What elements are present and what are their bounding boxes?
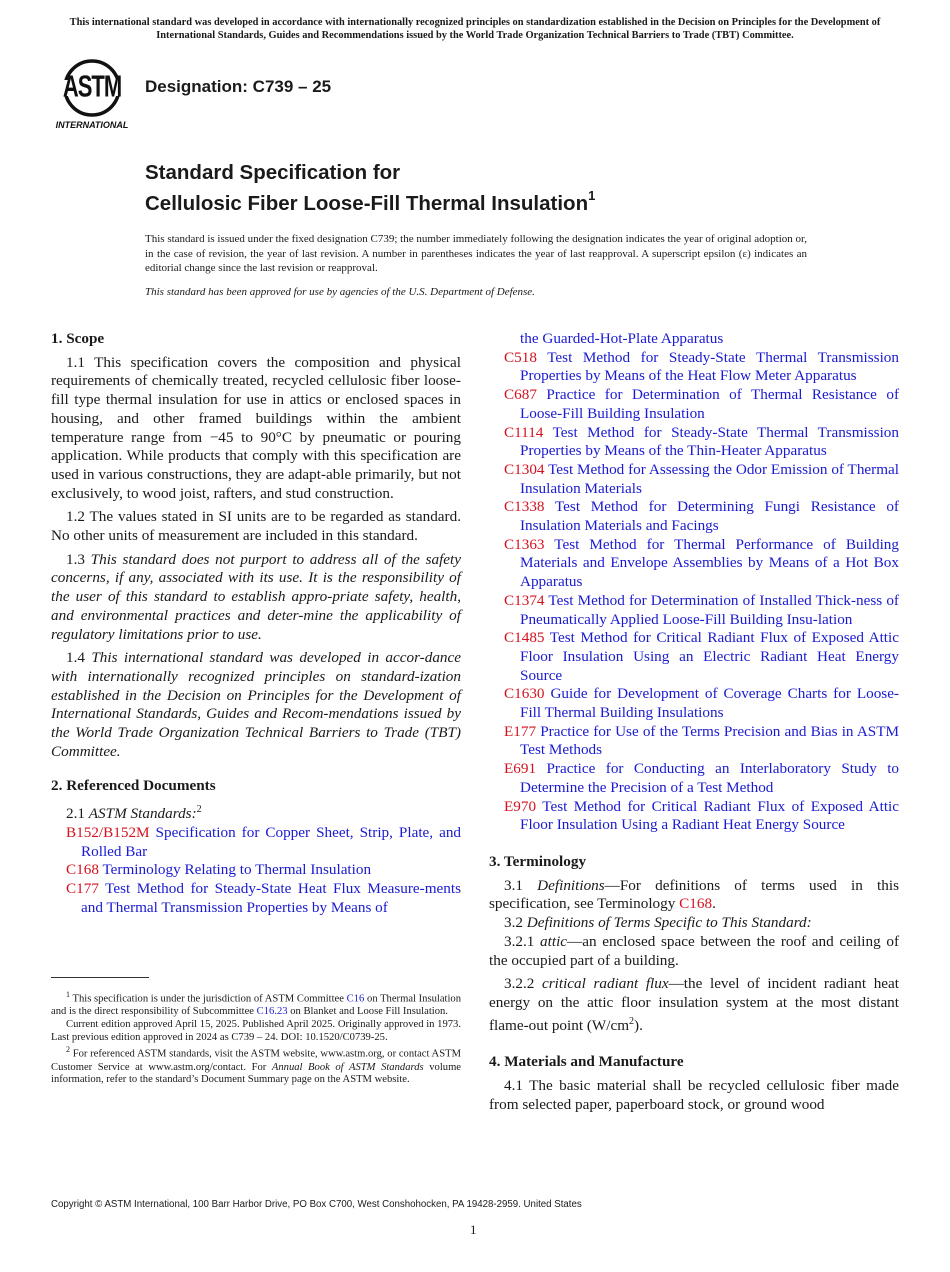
reference-code[interactable]: C1630 bbox=[504, 685, 545, 703]
scope-p3: 1.3 This standard does not purport to address all of the safety concerns, if any, associated with its use. It is the responsibility of the user of this standard to establish appro-priate safety, health, and environmental practices and deter-mine the applicability of regulatory limitations prior to use. bbox=[51, 550, 462, 643]
left-reference-list bbox=[51, 824, 461, 918]
reference-title[interactable]: Test Method for Steady-State Heat Flux Measure-ments and Thermal Transmission Properties by Means of bbox=[81, 880, 461, 916]
astm-standards-label: 2.1 ASTM Standards:$^2$ bbox=[66, 804, 202, 823]
title-line-2 bbox=[145, 185, 595, 216]
reference-code[interactable]: E177 bbox=[504, 722, 537, 740]
reference-item-c168[interactable] bbox=[51, 861, 461, 880]
reference-title[interactable]: Test Method for Determining Fungi Resistance of Insulation Materials and Facings bbox=[520, 498, 899, 535]
logo-subtext: INTERNATIONAL bbox=[55, 120, 129, 130]
materials-heading: 4. Materials and Manufacture bbox=[489, 1053, 684, 1071]
copyright: Copyright © ASTM International, 100 Barr Harbor Drive, PO Box C700, West Conshohocken, PA 19428-2959. United States bbox=[51, 1199, 582, 1210]
reference-code[interactable]: C1374 bbox=[504, 591, 545, 609]
astm-logo bbox=[52, 56, 136, 132]
reference-item-c1304[interactable] bbox=[489, 461, 899, 498]
reference-code[interactable]: C518 bbox=[504, 348, 537, 366]
reference-code[interactable]: C1363 bbox=[504, 535, 545, 553]
scope-p2: 1.2 The values stated in SI units are to be regarded as standard. No other units of measurement are included in this standard. bbox=[51, 508, 461, 545]
reference-code[interactable]: C168 bbox=[66, 861, 99, 879]
header-note: This international standard was developed in accordance with internationally recognized principles on standardization established in the Decision on Principles for the Development of International Standards, Guides and Recommendations issued by the World Trade Organization Technical Barriers to Trade (TBT) Committee. bbox=[69, 17, 881, 41]
footnote-1: $^1$ This specification is under the jurisdiction of ASTM Committee C16 on Thermal Insulation and is the direct responsibility of Subcommittee C16.23 on Blanket and Loose Fill Insulation. bbox=[51, 990, 462, 1018]
scope-heading: 1. Scope bbox=[51, 330, 105, 347]
designation: Designation: C739 – 25 bbox=[145, 77, 332, 96]
reference-code[interactable]: E970 bbox=[504, 797, 537, 815]
reference-item-e691[interactable] bbox=[489, 760, 899, 797]
title-main: Cellulosic Fiber Loose-Fill Thermal Insulation bbox=[145, 191, 589, 215]
reference-item-c177[interactable] bbox=[51, 880, 461, 917]
right-column bbox=[489, 330, 899, 1114]
reference-title[interactable]: Practice for Determination of Thermal Resistance of Loose-Fill Building Insulation bbox=[520, 386, 900, 422]
left-column bbox=[51, 330, 461, 917]
term-3-2-2: 3.2.2 critical radiant flux—the level of incident radiant heat energy on the attic floor insulation system at the most distant flame-out point $(W/cm^2)$. bbox=[489, 975, 899, 1034]
reference-title[interactable]: Test Method for Assessing the Odor Emission of Thermal Insulation Materials bbox=[520, 460, 899, 497]
reference-title[interactable]: Test Method for Thermal Performance of Building Materials and Envelope Assemblies by Means of a Hot Box Apparatus bbox=[520, 535, 899, 591]
reference-title[interactable]: Practice for Conducting an Interlaboratory Study to Determine the Precision of a Test Method bbox=[520, 760, 900, 796]
link-c16-23[interactable]: C16.23 bbox=[256, 1006, 288, 1018]
reference-item-c1374[interactable] bbox=[489, 592, 899, 629]
logo-text: ASTM bbox=[62, 68, 122, 104]
reference-code[interactable]: C177 bbox=[66, 880, 99, 898]
reference-title[interactable]: Specification for Copper Sheet, Strip, Plate, and Rolled Bar bbox=[81, 823, 462, 860]
link-c168[interactable]: C168 bbox=[679, 895, 713, 913]
reference-item-e970[interactable] bbox=[489, 798, 899, 835]
reference-item-c1114[interactable] bbox=[489, 424, 899, 461]
reference-continuation[interactable]: the Guarded-Hot-Plate Apparatus bbox=[520, 330, 724, 347]
reference-title[interactable]: Test Method for Critical Radiant Flux of Exposed Attic Floor Insulation Using an Electric Radiant Heat Energy Source bbox=[520, 629, 899, 684]
reference-item-e177[interactable] bbox=[489, 723, 899, 760]
reference-item-c1630[interactable] bbox=[489, 685, 899, 722]
materials-p41: 4.1 The basic material shall be recycled cellulosic fiber made from selected paper, paperboard stock, or ground wood bbox=[489, 1077, 899, 1113]
dod-statement: This standard has been approved for use by agencies of the U.S. Department of Defense. bbox=[145, 286, 535, 298]
reference-title[interactable]: Test Method for Steady-State Thermal Transmission Properties by Means of the Thin-Heater Apparatus bbox=[520, 423, 899, 460]
reference-title[interactable]: Test Method for Determination of Installed Thick-ness of Pneumatically Applied Loose-Fill Building Insu-lation bbox=[520, 591, 899, 628]
title-line-1: Standard Specification for bbox=[145, 161, 401, 184]
reference-code[interactable]: C1338 bbox=[504, 498, 545, 516]
reference-title[interactable]: Terminology Relating to Thermal Insulation bbox=[102, 861, 372, 879]
reference-item-c1485[interactable] bbox=[489, 629, 899, 685]
footnote-divider bbox=[51, 977, 149, 978]
reference-code[interactable]: C1304 bbox=[504, 460, 545, 478]
link-c16[interactable]: C16 bbox=[346, 993, 365, 1005]
reference-item-c518[interactable] bbox=[489, 349, 899, 386]
page-number: 1 bbox=[470, 1222, 477, 1237]
reference-code[interactable]: C1114 bbox=[504, 423, 544, 441]
reference-item-c1338[interactable] bbox=[489, 498, 899, 535]
reference-title[interactable]: Practice for Use of the Terms Precision and Bias in ASTM Test Methods bbox=[520, 722, 900, 759]
terminology-heading: 3. Terminology bbox=[489, 852, 587, 870]
page-title bbox=[145, 160, 595, 216]
term-3-2-1: 3.2.1 attic—an enclosed space between the roof and ceiling of the occupied part of a building. bbox=[489, 932, 899, 969]
reference-code[interactable]: C687 bbox=[504, 386, 537, 404]
footnote-2: $^2$ For referenced ASTM standards, visit the ASTM website, www.astm.org, or contact ASTM Customer Service at www.astm.org/contact. For Annual Book of ASTM Standards volume information, refer to the standard’s Document Summary page on the ASTM website. bbox=[51, 1045, 462, 1086]
term-3-1: 3.1 Definitions—For definitions of terms used in this specification, see Terminology C168. bbox=[489, 876, 899, 913]
reference-code[interactable]: C1485 bbox=[504, 629, 545, 647]
title-footnote-ref: 1 bbox=[588, 188, 596, 203]
footnote-1-edition: Current edition approved April 15, 2025. Published April 2025. Originally approved in 1973. Last previous edition approved in 2024 as C739 – 24. DOI: 10.1520/C0739-25. bbox=[51, 1018, 461, 1043]
reference-title[interactable]: Test Method for Steady-State Thermal Transmission Properties by Means of the Heat Flow Meter Apparatus bbox=[520, 348, 899, 385]
reference-code[interactable]: B152/B152M bbox=[66, 823, 150, 841]
footnotes bbox=[51, 989, 461, 1087]
right-reference-list bbox=[489, 349, 899, 835]
reference-code[interactable]: E691 bbox=[504, 760, 537, 778]
issue-statement: This standard is issued under the fixed designation C739; the number immediately following the designation indicates the year of original adoption or, in the case of revision, the year of last revision. A number in parentheses indicates the year of last reapproval. A superscript epsilon (ε) indicates an editorial change since the last revision or reapproval. bbox=[145, 233, 807, 275]
reference-title[interactable]: Guide for Development of Coverage Charts for Loose-Fill Thermal Building Insulations bbox=[520, 685, 899, 722]
reference-item-c1363[interactable] bbox=[489, 536, 899, 592]
scope-p1: 1.1 This specification covers the composition and physical requirements of chemically treated, recycled cellulosic fiber loose-fill type thermal insulation for use in attics or enclosed spaces in housing, and other framed buildings within the ambient temperature range from −45 to 90°C by pneumatic or pouring application. While products that comply with this specification are used in various constructions, they are adapt-able primarily, but not exclusively, to wood joist, rafters, and stud construction. bbox=[51, 353, 461, 502]
scope-p4: 1.4 This international standard was developed in accor-dance with internationally recognized principles on standard-ization established in the Decision on Principles for the Development of International Standards, Guides and Recom-mendations issued by the World Trade Organization Technical Barriers to Trade (TBT) Committee. bbox=[51, 649, 462, 760]
term-3-2: 3.2 Definitions of Terms Specific to This Standard: bbox=[504, 914, 812, 932]
reference-item-b152-b152m[interactable] bbox=[51, 824, 461, 861]
reference-item-c687[interactable] bbox=[489, 386, 899, 423]
refdocs-heading: 2. Referenced Documents bbox=[51, 777, 216, 795]
reference-title[interactable]: Test Method for Critical Radiant Flux of Exposed Attic Floor Insulation Using a Radiant Heat Energy Source bbox=[520, 797, 899, 834]
